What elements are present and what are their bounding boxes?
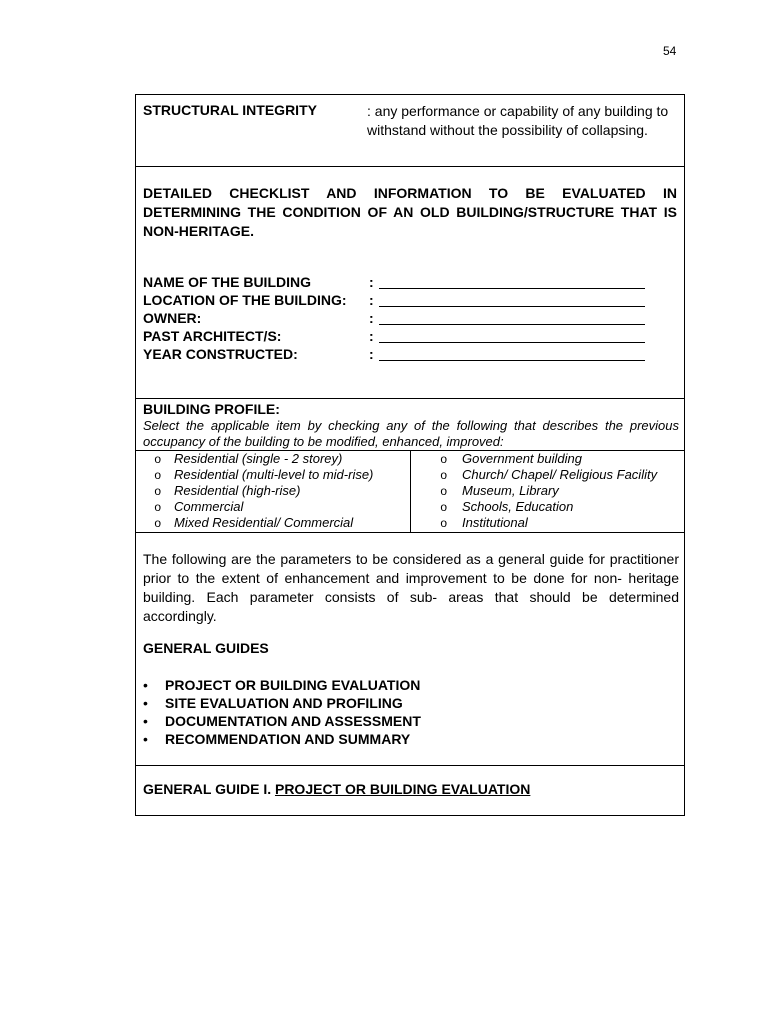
field-label: OWNER: xyxy=(143,310,202,326)
guide-one-heading: GENERAL GUIDE I. PROJECT OR BUILDING EVALUATION xyxy=(143,781,531,797)
option-mixed-residential-commercial[interactable]: o Mixed Residential/ Commercial xyxy=(136,515,410,531)
building-profile-title: BUILDING PROFILE: xyxy=(143,401,280,417)
list-item: • SITE EVALUATION AND PROFILING xyxy=(143,695,403,711)
field-year-constructed[interactable]: YEAR CONSTRUCTED: : xyxy=(143,345,645,363)
checkbox-circle-icon[interactable]: o xyxy=(154,468,161,482)
checkbox-circle-icon[interactable]: o xyxy=(154,500,161,514)
parameters-text: The following are the parameters to be considered as a general guide for practitioner prior to the extent of enhancement and improvement to be done for non- heritage building. Each parameter consists of sub- areas that should be determined accordingly. xyxy=(143,551,679,624)
owner-blank[interactable] xyxy=(379,309,645,325)
checkbox-circle-icon[interactable]: o xyxy=(154,516,161,530)
checkbox-circle-icon[interactable]: o xyxy=(440,452,447,466)
checkbox-circle-icon[interactable]: o xyxy=(440,484,447,498)
option-church-chapel[interactable]: o Church/ Chapel/ Religious Facility xyxy=(411,467,684,483)
building-profile-description: Select the applicable item by checking any of the following that describes the previous occupancy of the building to be modified, enhanced, improved: xyxy=(143,418,679,449)
parameters-section xyxy=(136,533,684,766)
checkbox-circle-icon[interactable]: o xyxy=(440,468,447,482)
list-item: • RECOMMENDATION AND SUMMARY xyxy=(143,731,411,747)
field-label: LOCATION OF THE BUILDING: xyxy=(143,292,347,308)
field-label: YEAR CONSTRUCTED: xyxy=(143,346,298,362)
definition-term: STRUCTURAL INTEGRITY xyxy=(143,102,317,118)
field-label: NAME OF THE BUILDING xyxy=(143,274,311,290)
field-past-architect[interactable]: PAST ARCHITECT/S: : xyxy=(143,327,645,345)
option-commercial[interactable]: o Commercial xyxy=(136,499,410,515)
form-table xyxy=(135,94,685,816)
checkbox-circle-icon[interactable]: o xyxy=(440,500,447,514)
option-institutional[interactable]: o Institutional xyxy=(411,515,684,531)
occupancy-options-left xyxy=(136,451,411,532)
bullet-icon: • xyxy=(143,695,148,711)
field-label: PAST ARCHITECT/S: xyxy=(143,328,282,344)
occupancy-options xyxy=(136,451,684,533)
building-info-fields xyxy=(143,273,645,363)
option-residential-high-rise[interactable]: o Residential (high-rise) xyxy=(136,483,410,499)
option-residential-single[interactable]: o Residential (single - 2 storey) xyxy=(136,451,410,467)
option-residential-multi-level[interactable]: o Residential (multi-level to mid-rise) xyxy=(136,467,410,483)
guide-one-title: PROJECT OR BUILDING EVALUATION xyxy=(274,781,531,797)
option-schools-education[interactable]: o Schools, Education xyxy=(411,499,684,515)
building-profile-section xyxy=(136,399,684,451)
general-guides-title: GENERAL GUIDES xyxy=(143,640,269,656)
bullet-icon: • xyxy=(143,677,148,693)
checkbox-circle-icon[interactable]: o xyxy=(440,516,447,530)
bullet-icon: • xyxy=(143,713,148,729)
option-government-building[interactable]: o Government building xyxy=(411,451,684,467)
option-museum-library[interactable]: o Museum, Library xyxy=(411,483,684,499)
bullet-icon: • xyxy=(143,731,148,747)
checklist-section xyxy=(136,167,684,399)
definition-text: : any performance or capability of any building to withstand without the possibility of collapsing. xyxy=(367,103,669,138)
field-building-name[interactable]: NAME OF THE BUILDING : xyxy=(143,273,645,291)
definition-section xyxy=(136,95,684,167)
guide-one-section xyxy=(136,766,684,816)
checkbox-circle-icon[interactable]: o xyxy=(154,452,161,466)
building-name-blank[interactable] xyxy=(379,273,645,289)
checkbox-circle-icon[interactable]: o xyxy=(154,484,161,498)
field-owner[interactable]: OWNER: : xyxy=(143,309,645,327)
list-item: • PROJECT OR BUILDING EVALUATION xyxy=(143,677,421,693)
table-bottom-border xyxy=(135,815,685,816)
list-item: • DOCUMENTATION AND ASSESSMENT xyxy=(143,713,421,729)
field-building-location[interactable]: LOCATION OF THE BUILDING: : xyxy=(143,291,645,309)
checklist-heading: DETAILED CHECKLIST AND INFORMATION TO BE EVALUATED IN DETERMINING THE CONDITION OF AN OLD BUILDING/STRUCTURE THAT IS NON-HERITAGE. xyxy=(143,185,677,239)
year-constructed-blank[interactable] xyxy=(379,345,645,361)
past-architect-blank[interactable] xyxy=(379,327,645,343)
page-number: 54 xyxy=(663,44,677,58)
building-location-blank[interactable] xyxy=(379,291,645,307)
occupancy-options-right xyxy=(411,451,684,532)
general-guides-list xyxy=(143,676,421,748)
